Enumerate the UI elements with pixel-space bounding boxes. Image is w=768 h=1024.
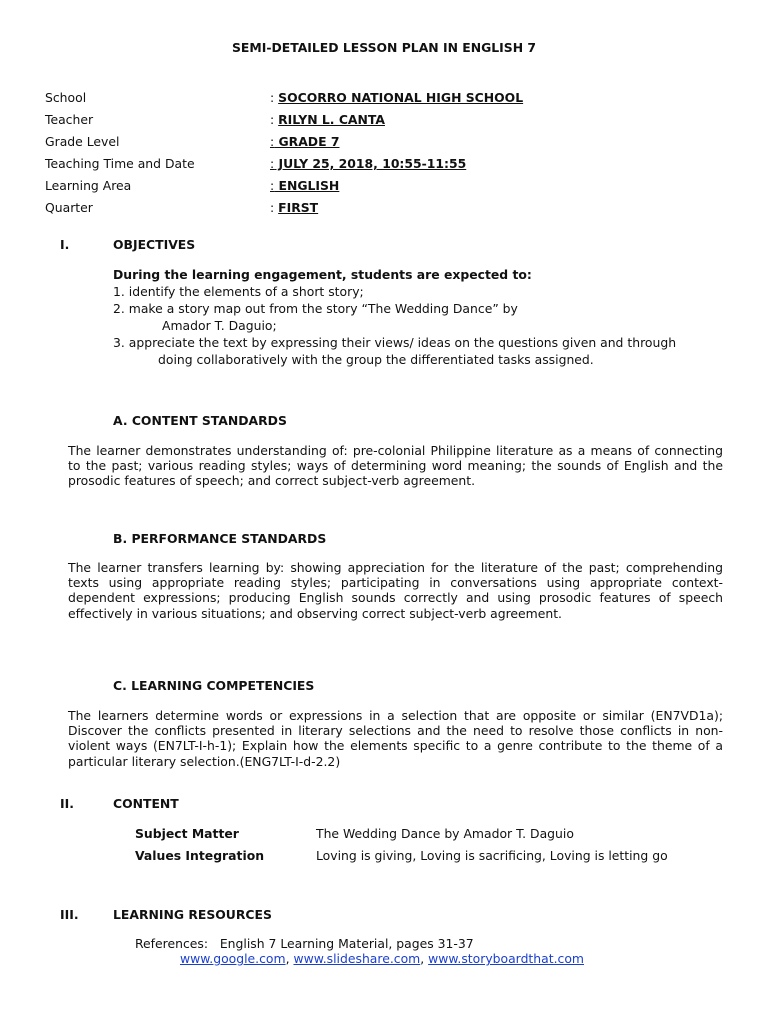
subject-matter-value: The Wedding Dance by Amador T. Daguio (316, 826, 574, 841)
link-google[interactable]: www.google.com (180, 951, 286, 966)
content-heading: CONTENT (113, 796, 179, 811)
performance-standards-heading: B. PERFORMANCE STANDARDS (113, 531, 327, 546)
quarter-label: Quarter (45, 200, 93, 215)
learning-area-label: Learning Area (45, 178, 132, 193)
content-numeral: II. (60, 796, 74, 811)
quarter-value: : FIRST (270, 200, 319, 215)
school-label: School (45, 90, 87, 105)
values-integration-label: Values Integration (135, 848, 265, 863)
references-line: References: English 7 Learning Material, pages 31-37 (135, 936, 474, 951)
resources-numeral: III. (60, 907, 79, 922)
resources-heading: LEARNING RESOURCES (113, 907, 272, 922)
objectives-intro: During the learning engagement, students are expected to: (113, 267, 532, 282)
learning-competencies-text: The learners determine words or expressions in a selection that are opposite or similar (EN7VD1a); Discover the conflicts presented in literary selections and the need to resolve those conflicts in non-violent ways (EN7LT-I-h-1); Explain how the elements specific to a genre contribute to the theme of a particular literary selection.(ENG7LT-I-d-2.2) (68, 708, 723, 769)
objectives-heading: OBJECTIVES (113, 237, 196, 252)
document-title: SEMI-DETAILED LESSON PLAN IN ENGLISH 7 (231, 40, 537, 55)
learning-area-value: : ENGLISH (270, 178, 340, 193)
objective-item-1: 1. identify the elements of a short story; (113, 284, 364, 299)
content-standards-heading: A. CONTENT STANDARDS (113, 413, 287, 428)
objectives-numeral: I. (60, 237, 70, 252)
values-integration-value: Loving is giving, Loving is sacrificing, Loving is letting go (316, 848, 668, 863)
objective-item-3: 3. appreciate the text by expressing their views/ ideas on the questions given and through (113, 335, 677, 350)
link-storyboardthat[interactable]: www.storyboardthat.com (428, 951, 584, 966)
teacher-label: Teacher (45, 112, 94, 127)
objective-item-2: 2. make a story map out from the story “The Wedding Dance” by (113, 301, 518, 316)
objective-item-2-cont: Amador T. Daguio; (162, 318, 277, 333)
grade-level-label: Grade Level (45, 134, 120, 149)
performance-standards-text: The learner transfers learning by: showing appreciation for the literature of the past; comprehending texts using appropriate reading styles; participating in conversations using appropriate context-dependent expressions; producing English sounds correctly and using prosodic features of speech effectively in various situations; and observing correct subject-verb agreement. (68, 560, 723, 621)
school-value: : SOCORRO NATIONAL HIGH SCHOOL (270, 90, 524, 105)
teaching-time-value: : JULY 25, 2018, 10:55-11:55 (270, 156, 467, 171)
grade-level-value: : GRADE 7 (270, 134, 340, 149)
learning-competencies-heading: C. LEARNING COMPETENCIES (113, 678, 315, 693)
objective-item-3-cont: doing collaboratively with the group the differentiated tasks assigned. (158, 352, 594, 367)
link-slideshare[interactable]: www.slideshare.com (293, 951, 421, 966)
teaching-time-label: Teaching Time and Date (45, 156, 195, 171)
content-standards-text: The learner demonstrates understanding of: pre-colonial Philippine literature as a means of connecting to the past; various reading styles; ways of determining word meaning; the sounds of English and the prosodic features of speech; and correct subject-verb agreement. (68, 443, 723, 489)
references-links: www.google.com, www.slideshare.com, www.storyboardthat.com (180, 951, 584, 966)
subject-matter-label: Subject Matter (135, 826, 239, 841)
teacher-value: : RILYN L. CANTA (270, 112, 385, 127)
